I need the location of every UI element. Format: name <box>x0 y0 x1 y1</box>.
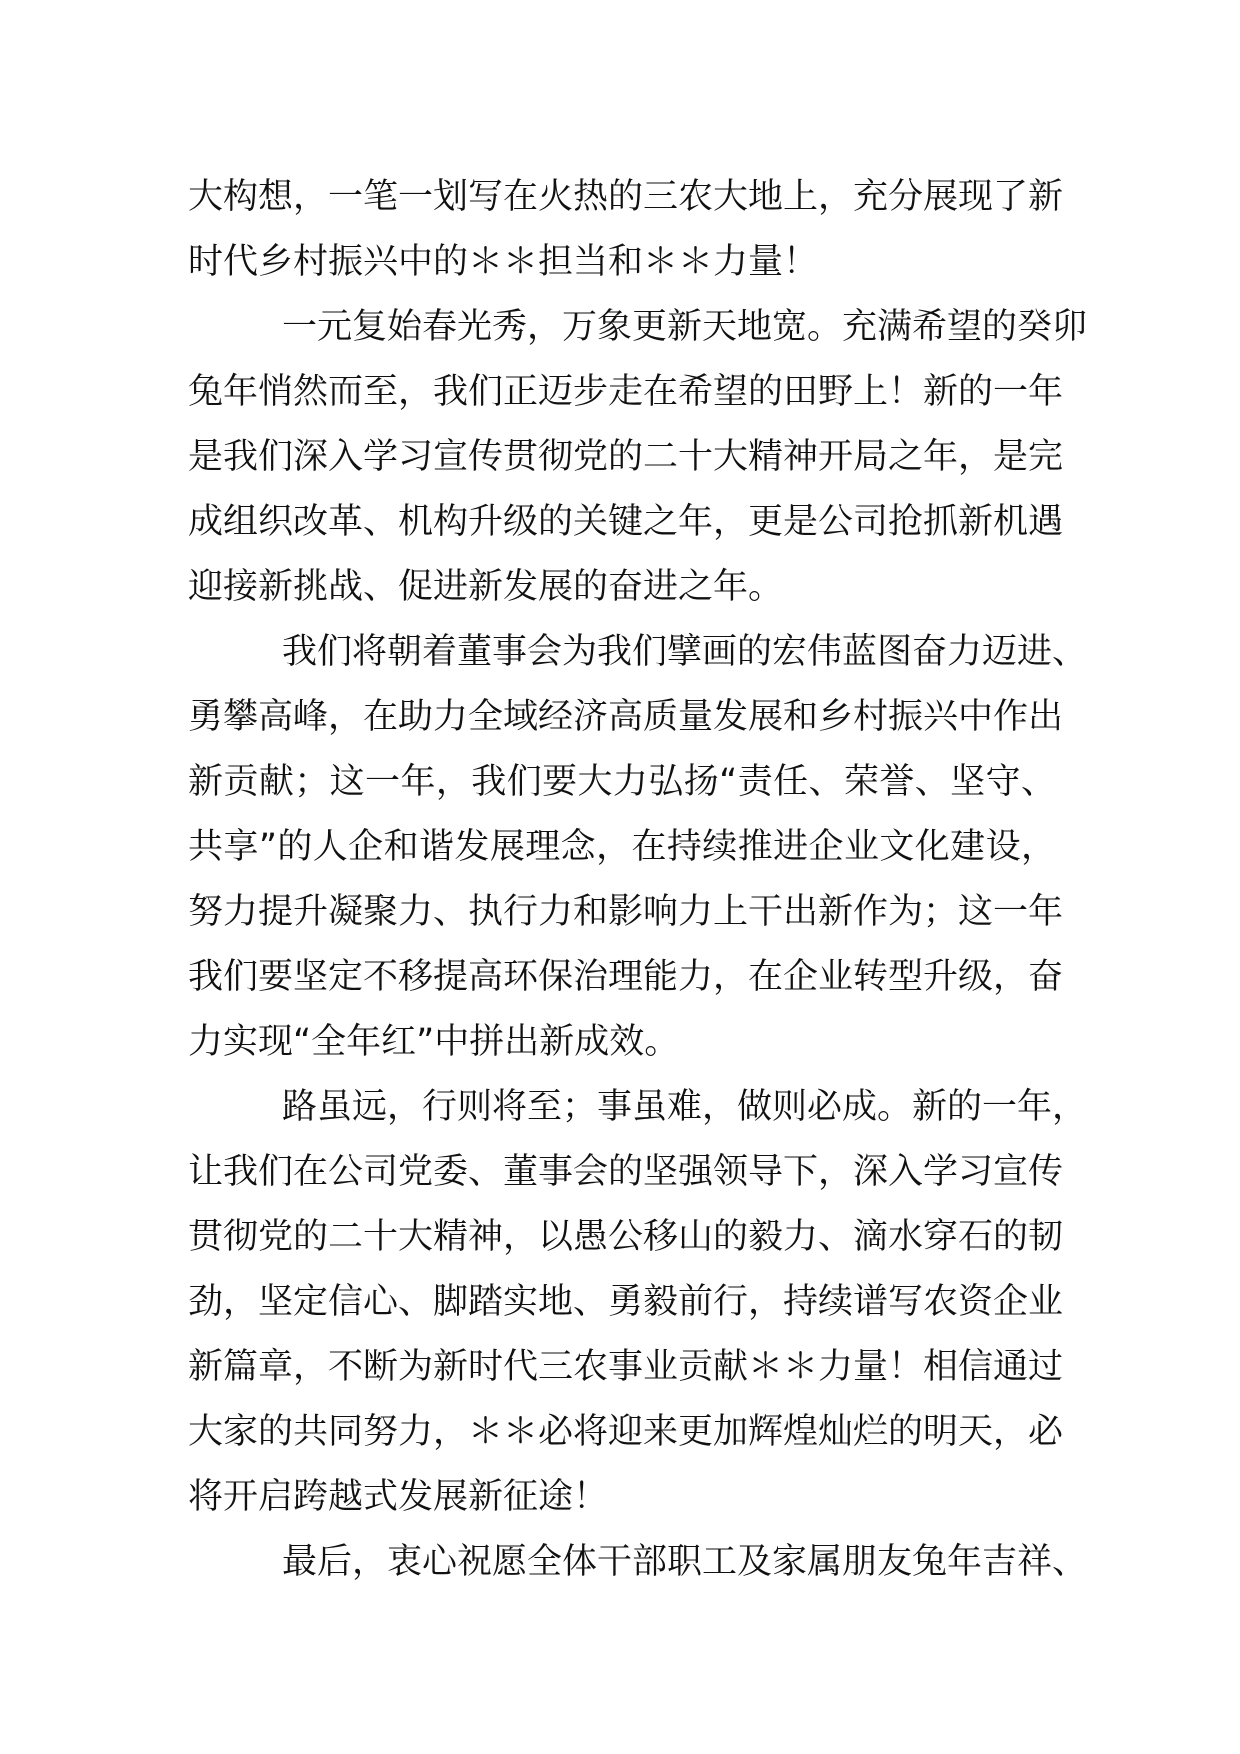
paragraph-start-line: 最后，衷心祝愿全体干部职工及家属朋友兔年吉祥、 <box>282 1542 1088 1582</box>
paragraph-start-line: 我们将朝着董事会为我们擘画的宏伟蓝图奋力迈进、 <box>282 632 1088 672</box>
paragraph-start-line: 路虽远，行则将至；事虽难，做则必成。新的一年， <box>282 1087 1088 1127</box>
text-line: 大构想，一笔一划写在火热的三农大地上，充分展现了新 <box>188 177 1064 217</box>
paragraph-start-line: 一元复始春光秀，万象更新天地宽。充满希望的癸卯 <box>282 307 1088 347</box>
text-line: 勇攀高峰，在助力全域经济高质量发展和乡村振兴中作出 <box>188 697 1064 737</box>
text-line: 大家的共同努力，＊＊必将迎来更加辉煌灿烂的明天，必 <box>188 1412 1064 1452</box>
text-line: 是我们深入学习宣传贯彻党的二十大精神开局之年，是完 <box>188 437 1064 477</box>
text-line: 贯彻党的二十大精神，以愚公移山的毅力、滴水穿石的韧 <box>188 1217 1064 1257</box>
body-text <box>188 165 1088 1595</box>
text-line: 我们要坚定不移提高环保治理能力，在企业转型升级，奋 <box>188 957 1064 997</box>
text-line: 兔年悄然而至，我们正迈步走在希望的田野上！新的一年 <box>188 372 1064 412</box>
text-line: 让我们在公司党委、董事会的坚强领导下，深入学习宣传 <box>188 1152 1064 1192</box>
text-line: 新篇章，不断为新时代三农事业贡献＊＊力量！相信通过 <box>188 1347 1064 1387</box>
paragraph-end-line: 时代乡村振兴中的＊＊担当和＊＊力量！ <box>188 242 819 282</box>
text-line: 新贡献；这一年，我们要大力弘扬“责任、荣誉、坚守、 <box>188 762 1056 802</box>
text-line: 劲，坚定信心、脚踏实地、勇毅前行，持续谱写农资企业 <box>188 1282 1064 1322</box>
paragraph-end-line: 迎接新挑战、促进新发展的奋进之年。 <box>188 567 784 607</box>
paragraph-end-line: 力实现“全年红”中拼出新成效。 <box>188 1022 680 1062</box>
text-line: 共享”的人企和谐发展理念，在持续推进企业文化建设， <box>188 827 1056 867</box>
text-line: 努力提升凝聚力、执行力和影响力上干出新作为；这一年 <box>188 892 1064 932</box>
text-line: 成组织改革、机构升级的关键之年，更是公司抢抓新机遇 <box>188 502 1064 542</box>
paragraph-end-line: 将开启跨越式发展新征途！ <box>188 1477 609 1517</box>
